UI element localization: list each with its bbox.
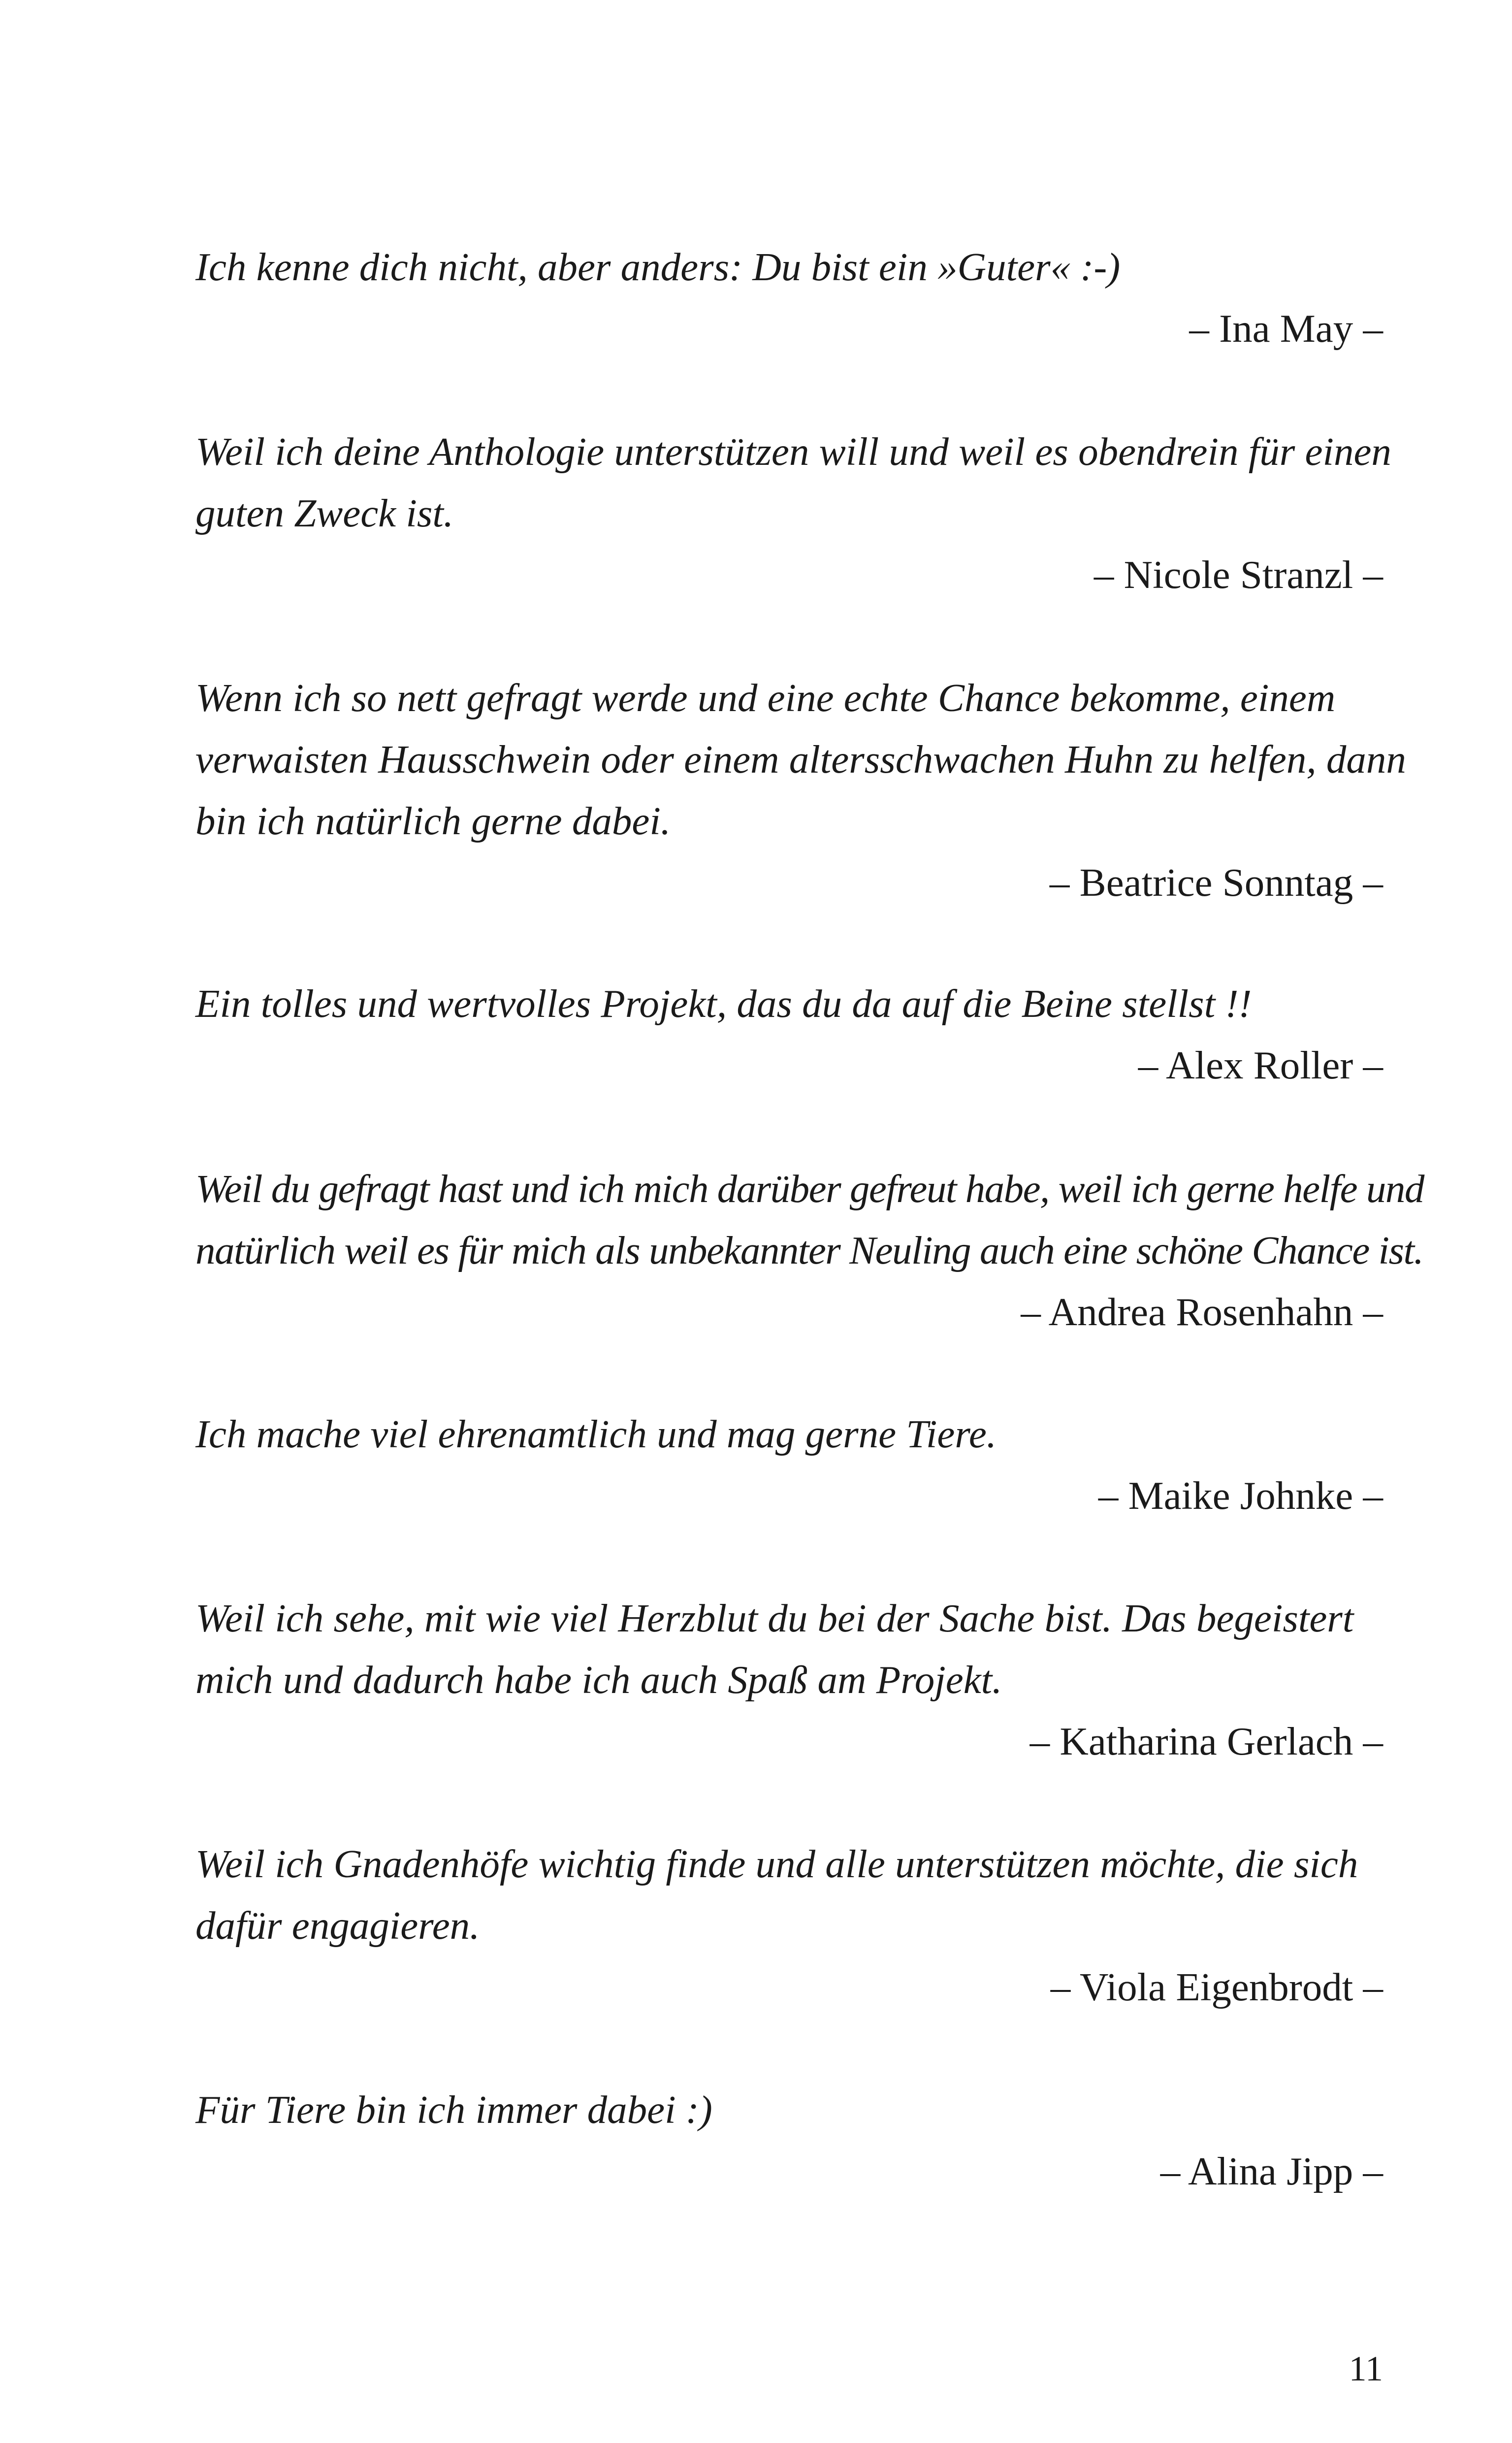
quote-line: Ich mache viel ehrenamtlich und mag gerne Tiere. (195, 1412, 997, 1456)
testimonial-entry (195, 1403, 1383, 1527)
testimonial-quote (195, 421, 1391, 544)
testimonial-author: – Ina May – (1189, 306, 1383, 351)
testimonial-entry (195, 421, 1391, 606)
quote-line: Weil ich deine Anthologie unterstützen will und weil es obendrein für einen (195, 429, 1391, 474)
testimonial-quote (195, 2079, 1383, 2141)
testimonial-quote (195, 1403, 1383, 1465)
quote-line: verwaisten Hausschwein oder einem altersschwachen Huhn zu helfen, dann (195, 737, 1406, 782)
testimonial-quote (195, 973, 1383, 1035)
testimonial-author: – Alina Jipp – (1160, 2149, 1383, 2193)
testimonial-entry (195, 236, 1383, 359)
quote-line: Weil du gefragt hast und ich mich darüber gefreut habe, weil ich gerne helfe und (195, 1167, 1424, 1211)
testimonial-entry (195, 973, 1383, 1096)
testimonial-author: – Beatrice Sonntag – (1049, 860, 1383, 905)
testimonial-entry (195, 1833, 1383, 2018)
quote-line: Wenn ich so nett gefragt werde und eine echte Chance bekomme, einem (195, 676, 1336, 720)
quote-line: Weil ich Gnadenhöfe wichtig finde und alle unterstützen möchte, die sich (195, 1842, 1358, 1886)
testimonial-quote (195, 1158, 1424, 1281)
testimonial-entry (195, 1588, 1383, 1772)
quote-line: bin ich natürlich gerne dabei. (195, 799, 671, 843)
quote-line: Ein tolles und wertvolles Projekt, das du da auf die Beine stellst !! (195, 981, 1252, 1026)
testimonial-author: – Nicole Stranzl – (1094, 553, 1383, 597)
testimonial-entry (195, 2079, 1383, 2202)
testimonial-entry (195, 667, 1406, 913)
testimonial-entry (195, 1158, 1424, 1343)
quote-line: Für Tiere bin ich immer dabei :) (195, 2087, 712, 2132)
testimonial-quote (195, 236, 1383, 298)
quote-line: dafür engagieren. (195, 1903, 480, 1948)
quote-line: mich und dadurch habe ich auch Spaß am Projekt. (195, 1658, 1002, 1702)
testimonial-author: – Maike Johnke – (1098, 1473, 1383, 1518)
testimonial-quote (195, 667, 1406, 852)
testimonial-author: – Alex Roller – (1138, 1043, 1383, 1087)
page-number: 11 (1349, 2349, 1383, 2388)
quote-line: Ich kenne dich nicht, aber anders: Du bist ein »Guter« :-) (195, 245, 1121, 289)
quote-line: natürlich weil es für mich als unbekannter Neuling auch eine schöne Chance ist. (195, 1228, 1423, 1272)
quote-line: Weil ich sehe, mit wie viel Herzblut du bei der Sache bist. Das begeistert (195, 1596, 1354, 1640)
testimonial-quote (195, 1833, 1383, 1956)
quote-line: guten Zweck ist. (195, 491, 454, 535)
testimonial-author: – Viola Eigenbrodt – (1050, 1965, 1383, 2009)
testimonial-author: – Katharina Gerlach – (1029, 1719, 1383, 1763)
testimonial-author: – Andrea Rosenhahn – (1021, 1290, 1383, 1334)
testimonial-quote (195, 1588, 1383, 1711)
